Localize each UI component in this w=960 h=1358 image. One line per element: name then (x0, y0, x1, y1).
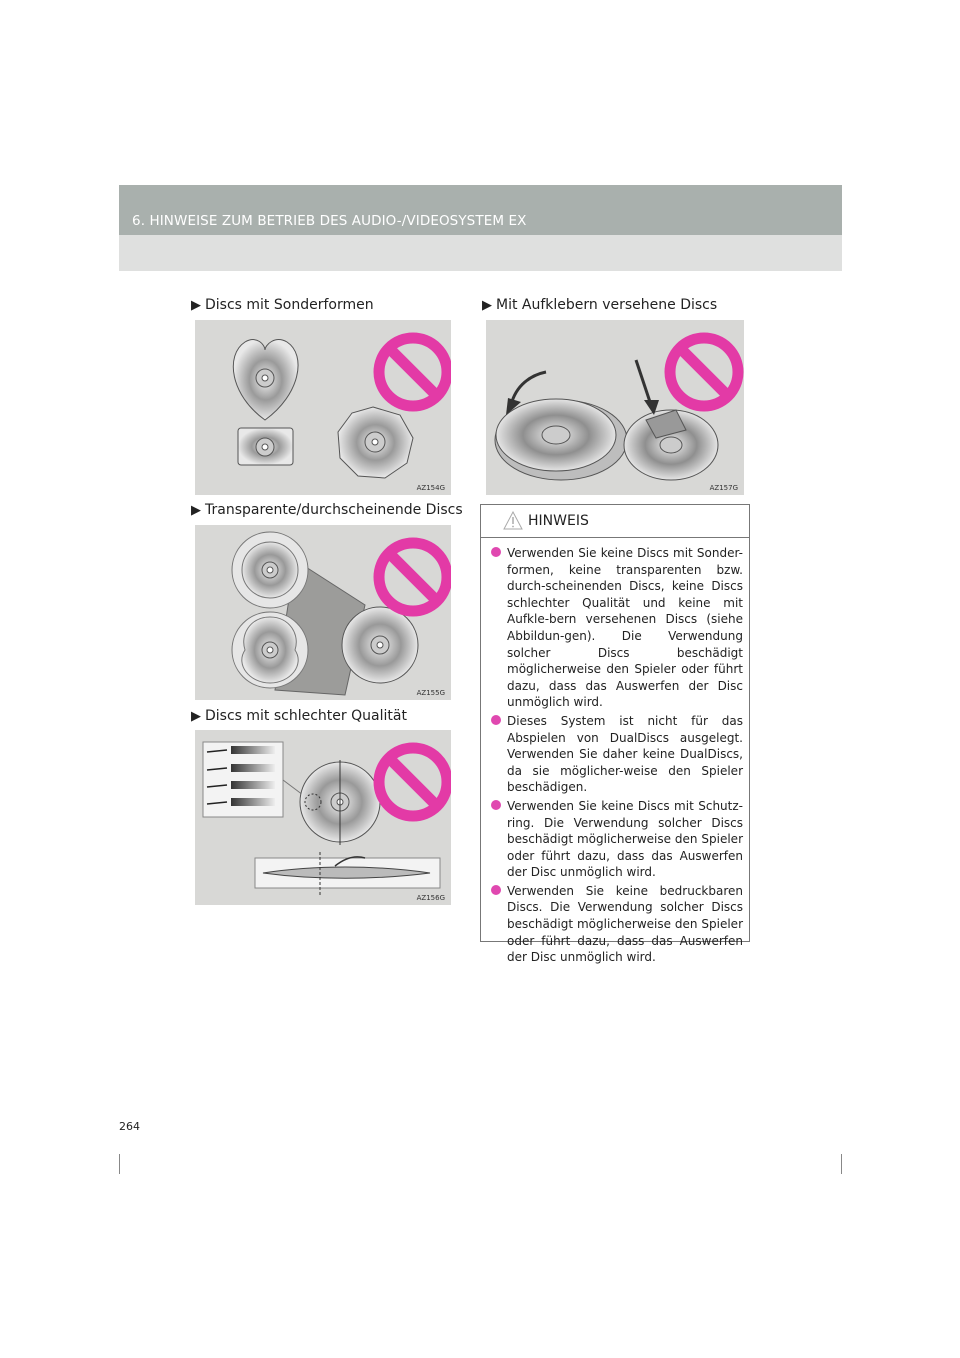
figure-special-shapes (195, 320, 451, 495)
note-item: Dieses System ist nicht für das Abspielen von DualDiscs ausgelegt. Verwenden Sie daher keine DualDiscs, da sie möglicher-weise den Spieler beschädigen. (491, 713, 743, 796)
prohibition-icon (379, 543, 447, 611)
chapter-title: 6. HINWEISE ZUM BETRIEB DES AUDIO-/VIDEOSYSTEM EX (132, 213, 527, 229)
bullet-icon (491, 800, 501, 810)
section-title-poor-quality: ▶ Discs mit schlechter Qualität (191, 708, 407, 724)
chapter-header-bar (119, 185, 842, 235)
note-title: HINWEIS (528, 513, 589, 529)
triangle-arrow-icon: ▶ (191, 298, 201, 313)
crop-mark-bottom-right (841, 1154, 842, 1174)
prohibition-icon (379, 748, 447, 816)
note-box (480, 504, 750, 965)
note-item: Verwenden Sie keine Discs mit Sonder-formen, keine transparenten bzw. durch-scheinenden Discs, keine Discs schlechter Qualität und keine mit Aufkle-bern versehenen Discs (siehe Abbildun-gen). Die Verwendung solcher Discs beschädigt möglicherweise den Spieler oder führt dazu, dass das Auswerfen der Disc unmöglich wird. (491, 545, 743, 711)
figure-code: AZ154G (416, 484, 445, 492)
prohibition-icon (670, 338, 738, 406)
note-header (481, 505, 749, 538)
figure-transparent (195, 525, 451, 700)
crop-mark-bottom-left (119, 1154, 120, 1174)
warning-icon (503, 511, 523, 530)
triangle-arrow-icon: ▶ (191, 709, 201, 724)
bullet-icon (491, 885, 501, 895)
note-item: Verwenden Sie keine bedruckbaren Discs. Die Verwendung solcher Discs beschädigt möglicherweise den Spieler oder führt dazu, dass das Auswerfen der Disc unmöglich wird. (491, 883, 743, 966)
section-title-transparent: ▶ Transparente/durchscheinende Discs (191, 502, 463, 518)
transparent-illustration (195, 525, 451, 700)
poor-quality-illustration (195, 730, 451, 905)
note-item: Verwenden Sie keine Discs mit Schutz-ring. Die Verwendung solcher Discs beschädigt möglicherweise den Spieler oder führt dazu, dass das Auswerfen der Disc unmöglich wird. (491, 798, 743, 881)
figure-poor-quality (195, 730, 451, 905)
bullet-icon (491, 547, 501, 557)
section-title-stickers: ▶ Mit Aufklebern versehene Discs (482, 297, 718, 313)
chapter-header (119, 185, 842, 271)
stickers-illustration (486, 320, 744, 495)
page-number: 264 (119, 1120, 140, 1133)
figure-stickers (486, 320, 744, 495)
figure-code: AZ155G (416, 689, 445, 697)
section-title-special-shapes: ▶ Discs mit Sonderformen (191, 297, 374, 313)
bullet-icon (491, 715, 501, 725)
triangle-arrow-icon: ▶ (482, 298, 492, 313)
prohibition-icon (379, 338, 447, 406)
triangle-arrow-icon: ▶ (191, 503, 201, 518)
figure-code: AZ157G (709, 484, 738, 492)
note-list (491, 545, 743, 968)
special-shapes-illustration (195, 320, 451, 495)
figure-code: AZ156G (416, 894, 445, 902)
